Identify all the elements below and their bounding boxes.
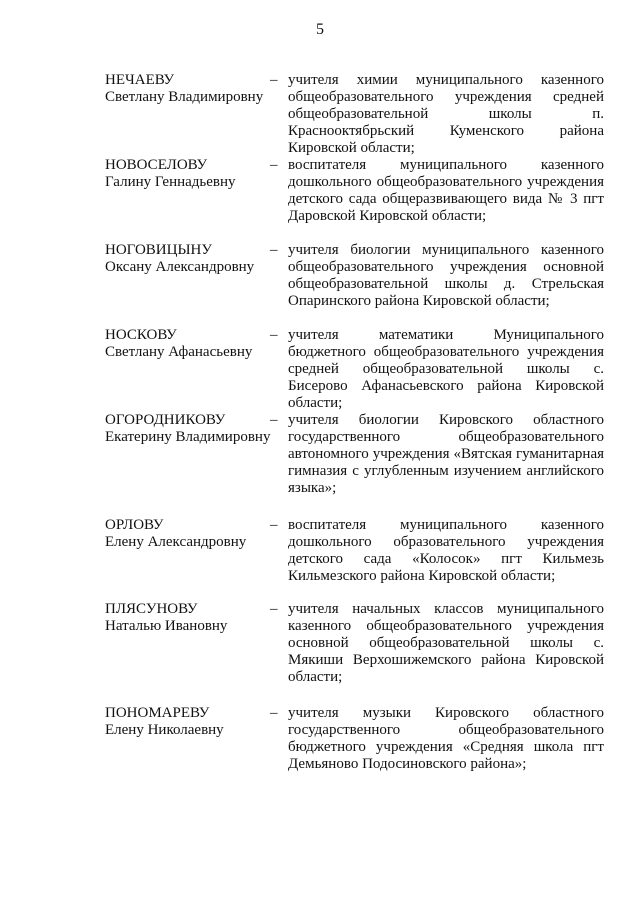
position-description: учителя биологии Кировского областного государственного общеобразовательного автономного учреждения «Вятская гуманитарная гимназия с углубленным изучением английского языка»; <box>288 412 604 496</box>
person-given-names: Светлану Афанасьевну <box>105 344 253 360</box>
position-description: воспитателя муниципального казенного дошкольного общеобразовательного учреждения детского сада общеразвивающего вида № 3 пгт Даровской Кировской области; <box>288 157 604 224</box>
entry-dash: – <box>270 517 278 533</box>
person-surname: ПОНОМАРЕВУ <box>105 705 210 721</box>
entry-dash: – <box>270 601 278 617</box>
position-description: учителя химии муниципального казенного общеобразовательного учреждения средней общеобразовательной школы п. Краснооктябрьский Куменского района Кировской области; <box>288 72 604 156</box>
position-description: учителя начальных классов муниципального казенного общеобразовательного учреждения основной общеобразовательной школы с. Мякиши Верхошижемского района Кировской области; <box>288 601 604 685</box>
position-description: учителя музыки Кировского областного государственного общеобразовательного бюджетного учреждения «Средняя школа пгт Демьяново Подосиновского района»; <box>288 705 604 772</box>
person-given-names: Екатерину Владимировну <box>105 429 271 445</box>
position-description: учителя биологии муниципального казенного общеобразовательного учреждения основной общеобразовательной школы д. Стрельская Опаринского района Кировской области; <box>288 242 604 309</box>
person-given-names: Галину Геннадьевну <box>105 174 236 190</box>
position-description: учителя математики Муниципального бюджетного общеобразовательного учреждения средней общеобразовательной школы с. Бисерово Афанасьевского района Кировской области; <box>288 327 604 411</box>
person-given-names: Елену Александровну <box>105 534 247 550</box>
entry-dash: – <box>270 412 278 428</box>
entry-dash: – <box>270 72 278 88</box>
entry-dash: – <box>270 327 278 343</box>
person-given-names: Светлану Владимировну <box>105 89 264 105</box>
position-description: воспитателя муниципального казенного дошкольного образовательного учреждения детского сада «Колосок» пгт Кильмезь Кильмезского района Кировской области; <box>288 517 604 584</box>
person-surname: НЕЧАЕВУ <box>105 72 175 88</box>
person-surname: НОГОВИЦЫНУ <box>105 242 212 258</box>
person-given-names: Наталью Ивановну <box>105 618 228 634</box>
person-given-names: Оксану Александровну <box>105 259 255 275</box>
entry-dash: – <box>270 705 278 721</box>
person-surname: НОСКОВУ <box>105 327 177 343</box>
person-surname: НОВОСЕЛОВУ <box>105 157 208 173</box>
person-given-names: Елену Николаевну <box>105 722 224 738</box>
page-number: 5 <box>316 21 324 38</box>
entry-dash: – <box>270 157 278 173</box>
person-surname: ОРЛОВУ <box>105 517 164 533</box>
entry-dash: – <box>270 242 278 258</box>
person-surname: ОГОРОДНИКОВУ <box>105 412 226 428</box>
person-surname: ПЛЯСУНОВУ <box>105 601 198 617</box>
